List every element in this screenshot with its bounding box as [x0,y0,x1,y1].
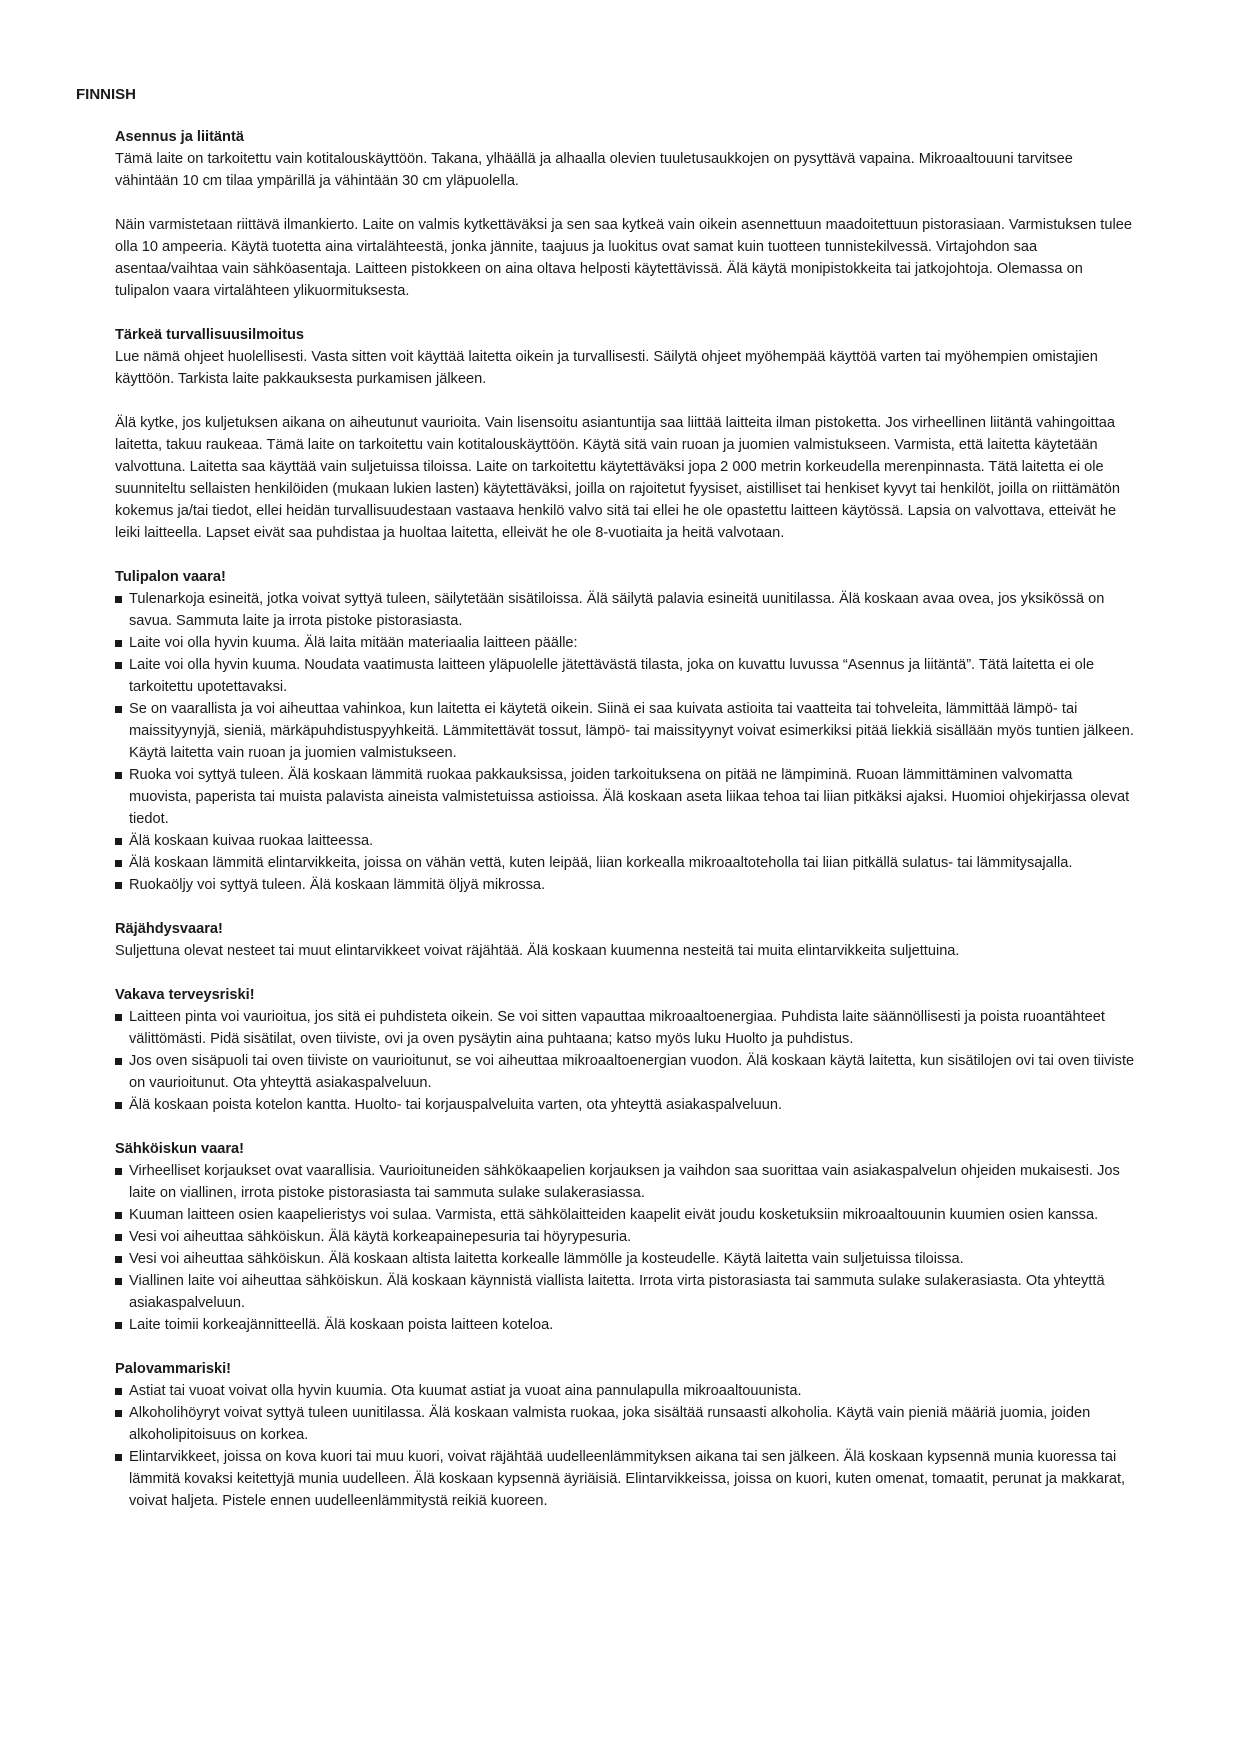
list-item-text: Alkoholihöyryt voivat syttyä tuleen uunitilassa. Älä koskaan valmista ruokaa, joka sisältää runsaasti alkoholia. Käytä vain pieniä määriä juomia, joiden alkoholipitoisuus on korkea. [129,1405,1091,1443]
bullet-list [115,1160,1135,1336]
list-item-text: Älä koskaan poista kotelon kantta. Huolto- tai korjauspalveluita varten, ota yhteyttä asiakaspalveluun. [129,1097,783,1113]
square-bullet-icon [115,838,122,845]
bullet-list [115,1006,1135,1116]
section-title: Sähköiskun vaara! [115,1141,244,1157]
square-bullet-icon [115,1256,122,1263]
square-bullet-icon [115,640,122,647]
list-item-text: Viallinen laite voi aiheuttaa sähköiskun. Älä koskaan käynnistä viallista laitetta. Irrota virta pistorasiasta tai sammuta sulake sulakerasiasta. Ota yhteyttä asiakaspalveluun. [129,1273,1105,1311]
section-title: Vakava terveysriski! [115,987,255,1003]
bullet-list [115,1380,1135,1512]
square-bullet-icon [115,1278,122,1285]
list-item [115,1204,1135,1226]
list-item [115,1160,1135,1204]
paragraph: Näin varmistetaan riittävä ilmankierto. Laite on valmis kytkettäväksi ja sen saa kytkeä vain oikein asennettuun maadoitettuun pistorasiaan. Varmistuksen tulee olla 10 ampeeria. Käytä tuotetta aina virtalähteestä, jonka jännite, taajuus ja luokitus ovat samat kuin tuotteen tunnistekilvessä. Virtajohdon saa asentaa/vaihtaa vain sähköasentaja. Laitteen pistokkeen on aina oltava helposti käytettävissä. Älä käytä monipistokkeita tai jatkojohtoja. Olemassa on tulipalon vaara virtalähteen ylikuormituksesta. [115,217,1132,299]
section-title: Asennus ja liitäntä [115,129,244,145]
square-bullet-icon [115,596,122,603]
square-bullet-icon [115,772,122,779]
list-item [115,1006,1135,1050]
list-item [115,632,1135,654]
section-fire-hazard [115,566,1135,896]
square-bullet-icon [115,1058,122,1065]
list-item-text: Vesi voi aiheuttaa sähköiskun. Älä käytä korkeapainepesuria tai höyrypesuria. [129,1229,632,1245]
list-item-text: Tulenarkoja esineitä, jotka voivat syttyä tuleen, säilytetään sisätiloissa. Älä säilytä palavia esineitä uunitilassa. Älä koskaan avaa ovea, jos yksikössä on savua. Sammuta laite ja irrota pistoke pistorasiasta. [129,591,1105,629]
list-item-text: Se on vaarallista ja voi aiheuttaa vahinkoa, kun laitetta ei käytetä oikein. Siinä ei saa kuivata astioita tai vaatteita tai tohveleita, lämmittää lämpö- tai maissityynyjä, sieniä, märkäpuhdistuspyyhkeitä. Lämmitettävät tossut, lämpö- tai maissityynyt voivat esimerkiksi pitää liekkiä sisällään myös tuntien jälkeen. Käytä laitetta vain ruoan ja juomien valmistukseen. [129,701,1134,761]
list-item [115,1248,1135,1270]
list-item-text: Älä koskaan kuivaa ruokaa laitteessa. [129,833,374,849]
list-item-text: Vesi voi aiheuttaa sähköiskun. Älä koskaan altista laitetta korkealle lämmölle ja kosteudelle. Käytä laitetta vain suljetuissa tiloissa. [129,1251,964,1267]
list-item [115,588,1135,632]
list-item-text: Laite voi olla hyvin kuuma. Noudata vaatimusta laitteen yläpuolelle jätettävästä tilasta, joka on kuvattu luvussa “Asennus ja liitäntä”. Tätä laitetta ei ole tarkoitettu upotettavaksi. [129,657,1095,695]
list-item [115,874,1135,896]
section-safety-notice [115,324,1135,544]
list-item [115,1226,1135,1248]
list-item-text: Elintarvikkeet, joissa on kova kuori tai muu kuori, voivat räjähtää uudelleenlämmityksen aikana tai sen jälkeen. Älä koskaan kypsennä munia kuoressa tai lämmitä kovaksi keitettyjä munia uudelleen. Älä koskaan kypsennä äyriäisiä. Elintarvikkeissa, joissa on kuori, kuten omenat, tomaatit, perunat ja makkarat, voivat haljeta. Pistele ennen uudelleenlämmitystä reikiä kuoreen. [129,1449,1126,1509]
list-item-text: Laite toimii korkeajännitteellä. Älä koskaan poista laitteen koteloa. [129,1317,554,1333]
square-bullet-icon [115,860,122,867]
list-item [115,1094,1135,1116]
section-installation [115,126,1135,302]
list-item [115,852,1135,874]
list-item-text: Ruokaöljy voi syttyä tuleen. Älä koskaan lämmitä öljyä mikrossa. [129,877,546,893]
section-title: Palovammariski! [115,1361,232,1377]
list-item-text: Ruoka voi syttyä tuleen. Älä koskaan lämmitä ruokaa pakkauksissa, joiden tarkoituksena on pitää ne lämpiminä. Ruoan lämmittäminen valvomatta muovista, paperista tai muista palavista aineista valmistetuissa astioissa. Älä koskaan aseta liikaa tehoa tai liian pitkäksi ajaksi. Huomioi ohjekirjassa olevat tiedot. [129,767,1130,827]
language-label: FINNISH [76,86,136,103]
bullet-list [115,588,1135,896]
square-bullet-icon [115,662,122,669]
square-bullet-icon [115,1410,122,1417]
list-item-text: Kuuman laitteen osien kaapelieristys voi sulaa. Varmista, että sähkölaitteiden kaapelit eivät joudu kosketuksiin mikroaaltouunin kuumien osien kanssa. [129,1207,1099,1223]
list-item [115,654,1135,698]
section-explosion-hazard [115,918,1135,962]
paragraph: Älä kytke, jos kuljetuksen aikana on aiheutunut vaurioita. Vain lisensoitu asiantuntija saa liittää laitteita ilman pistoketta. Jos virheellinen liitäntä vahingoittaa laitetta, takuu raukeaa. Tämä laite on tarkoitettu vain kotitalouskäyttöön. Käytä sitä vain ruoan ja juomien valmistukseen. Varmista, että laitetta käytetään valvottuna. Laitetta saa käyttää vain suljetuissa tiloissa. Laite on tarkoitettu käytettäväksi jopa 2 000 metrin korkeudella merenpinnasta. Tätä laitetta ei ole suunniteltu sellaisten henkilöiden (mukaan lukien lasten) käytettäväksi, joilla on rajoitetut fyysiset, aistilliset tai henkiset kyvyt tai henkilöt, joilla on riittämätön kokemus ja/tai tiedot, ellei heidän turvallisuudestaan vastaava henkilö valvo sitä tai ellei he ole opastettu laitteen käytössä. Lapsia on valvottava, etteivät he leiki laitteella. Lapset eivät saa puhdistaa ja huoltaa laitetta, elleivät he ole 8-vuotiaita ja heitä valvotaan. [115,415,1121,541]
section-title: Tärkeä turvallisuusilmoitus [115,327,304,343]
square-bullet-icon [115,1168,122,1175]
list-item-text: Virheelliset korjaukset ovat vaarallisia. Vaurioituneiden sähkökaapelien korjauksen ja vaihdon saa suorittaa vain asiakaspalvelun ohjeiden mukaisesti. Jos laite on viallinen, irrota pistoke pistorasiasta tai sammuta sulake sulakerasiassa. [129,1163,1120,1201]
paragraph: Lue nämä ohjeet huolellisesti. Vasta sitten voit käyttää laitetta oikein ja turvallisesti. Säilytä ohjeet myöhempää käyttöä varten tai myöhempien omistajien käyttöön. Tarkista laite pakkauksesta purkamisen jälkeen. [115,349,1098,387]
list-item [115,1446,1135,1512]
square-bullet-icon [115,1102,122,1109]
section-burn-risk [115,1358,1135,1512]
list-item-text: Jos oven sisäpuoli tai oven tiiviste on vaurioitunut, se voi aiheuttaa mikroaaltoenergian vuodon. Älä koskaan käytä laitetta, kun sisätilojen ovi tai oven tiiviste on vaurioitunut. Ota yhteyttä asiakaspalveluun. [129,1053,1135,1091]
list-item [115,1380,1135,1402]
list-item-text: Laitteen pinta voi vaurioitua, jos sitä ei puhdisteta oikein. Se voi sitten vapauttaa mikroaaltoenergiaa. Puhdista laite säännöllisesti ja poista ruoantähteet välittömästi. Pidä sisätilat, oven tiiviste, ovi ja oven pysäytin aina puhtaana; katso myös luku Huolto ja puhdistus. [129,1009,1105,1047]
square-bullet-icon [115,1234,122,1241]
square-bullet-icon [115,1212,122,1219]
section-health-risk [115,984,1135,1116]
square-bullet-icon [115,1014,122,1021]
list-item [115,1050,1135,1094]
square-bullet-icon [115,1454,122,1461]
paragraph: Suljettuna olevat nesteet tai muut elintarvikkeet voivat räjähtää. Älä koskaan kuumenna nesteitä tai muita elintarvikkeita suljettuina. [115,943,960,959]
list-item [115,764,1135,830]
list-item-text: Älä koskaan lämmitä elintarvikkeita, joissa on vähän vettä, kuten leipää, liian korkealla mikroaaltoteholla tai liian pitkällä sulatus- tai lämmitysajalla. [129,855,1073,871]
section-title: Tulipalon vaara! [115,569,226,585]
section-electric-shock [115,1138,1135,1336]
square-bullet-icon [115,706,122,713]
square-bullet-icon [115,1388,122,1395]
paragraph: Tämä laite on tarkoitettu vain kotitalouskäyttöön. Takana, ylhäällä ja alhaalla olevien tuuletusaukkojen on pysyttävä vapaina. Mikroaaltouuni tarvitsee vähintään 10 cm tilaa ympärillä ja vähintään 30 cm yläpuolella. [115,151,1073,189]
square-bullet-icon [115,882,122,889]
list-item [115,1314,1135,1336]
square-bullet-icon [115,1322,122,1329]
list-item-text: Laite voi olla hyvin kuuma. Älä laita mitään materiaalia laitteen päälle: [129,635,578,651]
list-item [115,1402,1135,1446]
list-item-text: Astiat tai vuoat voivat olla hyvin kuumia. Ota kuumat astiat ja vuoat aina pannulapulla mikroaaltouunista. [129,1383,802,1399]
list-item [115,698,1135,764]
document-body [115,126,1135,1534]
list-item [115,1270,1135,1314]
section-title: Räjähdysvaara! [115,921,223,937]
list-item [115,830,1135,852]
